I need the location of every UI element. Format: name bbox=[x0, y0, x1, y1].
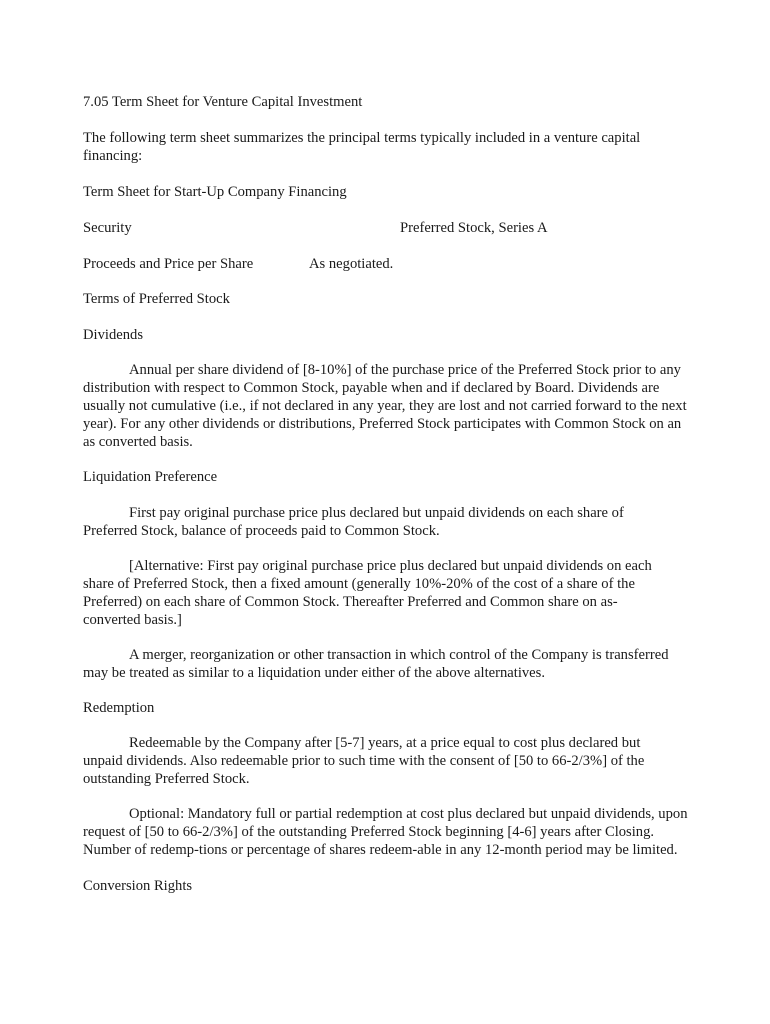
dividends-heading: Dividends bbox=[83, 327, 143, 343]
liquidation-paragraph-1: First pay original purchase price plus declared but unpaid dividends on each share of Preferred Stock, balance of proceeds paid to Common Stock. bbox=[83, 505, 624, 539]
terms-heading: Terms of Preferred Stock bbox=[83, 291, 230, 307]
proceeds-row bbox=[83, 255, 693, 273]
proceeds-value: As negotiated. bbox=[309, 256, 394, 272]
security-row bbox=[83, 219, 693, 237]
intro-paragraph: The following term sheet summarizes the principal terms typically included in a venture capital financing: bbox=[83, 130, 641, 164]
liquidation-heading: Liquidation Preference bbox=[83, 469, 218, 485]
document-page bbox=[83, 93, 693, 895]
dividends-paragraph: Annual per share dividend of [8-10%] of the purchase price of the Preferred Stock prior to any distribution with respect to Common Stock, payable when and if declared by Board. Dividends are usually not cumulative (i.e., if not declared in any year, they are lost and not carried forward to the next year). For any other dividends or distributions, Preferred Stock participates with Common Stock on an as converted basis. bbox=[83, 362, 687, 450]
term-sheet-subtitle: Term Sheet for Start-Up Company Financing bbox=[83, 184, 347, 200]
proceeds-label: Proceeds and Price per Share bbox=[83, 256, 254, 272]
redemption-paragraph-2: Optional: Mandatory full or partial redemption at cost plus declared but unpaid dividends, upon request of [50 to 66-2/3%] of the outstanding Preferred Stock beginning [4-6] years after Closing. Number of redemp-tions or percentage of shares redeem-able in any 12-month period may be limited. bbox=[83, 806, 688, 858]
redemption-heading: Redemption bbox=[83, 700, 155, 716]
conversion-heading: Conversion Rights bbox=[83, 878, 193, 894]
document-heading: 7.05 Term Sheet for Venture Capital Investment bbox=[83, 94, 363, 110]
redemption-paragraph-1: Redeemable by the Company after [5-7] years, at a price equal to cost plus declared but unpaid dividends. Also redeemable prior to such time with the consent of [50 to 66-2/3%] of the outstanding Preferred Stock. bbox=[83, 735, 645, 787]
security-value: Preferred Stock, Series A bbox=[400, 220, 548, 236]
liquidation-paragraph-2: [Alternative: First pay original purchase price plus declared but unpaid dividends on each share of Preferred Stock, then a fixed amount (generally 10%-20% of the cost of a share of the Preferred) on each share of Common Stock. Thereafter Preferred and Common share on as-converted basis.] bbox=[83, 558, 652, 628]
security-label: Security bbox=[83, 220, 132, 236]
liquidation-paragraph-3: A merger, reorganization or other transaction in which control of the Company is transferred may be treated as similar to a liquidation under either of the above alternatives. bbox=[83, 647, 669, 681]
